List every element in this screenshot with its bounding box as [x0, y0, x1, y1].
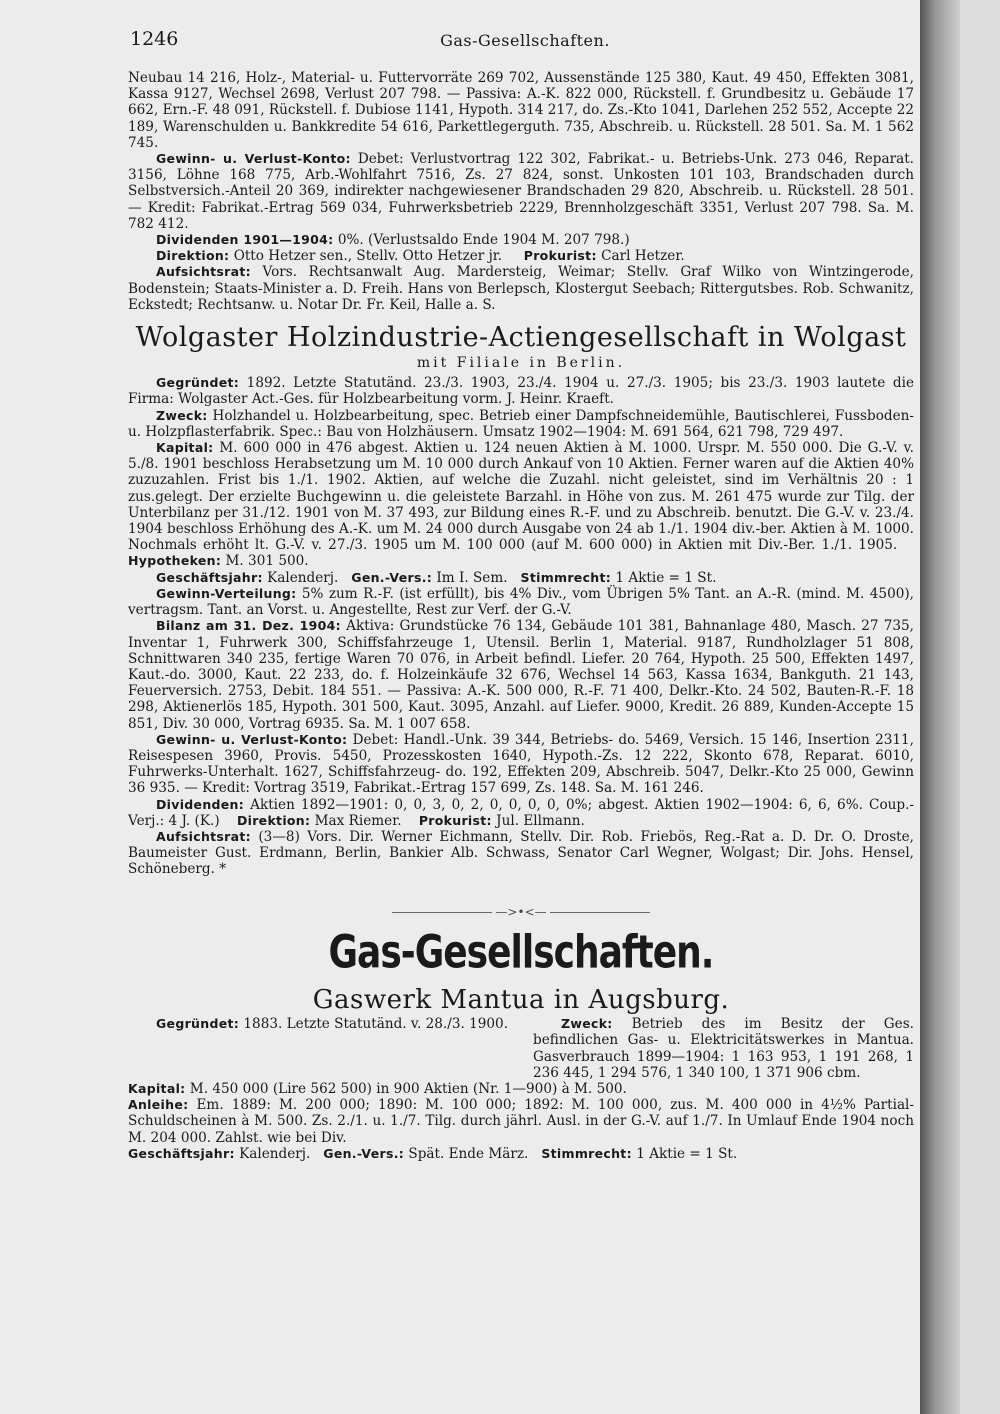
mantua-title: Gaswerk Mantua in Augsburg.	[312, 984, 730, 1015]
wolgast-gewinn-label: Gewinn- u. Verlust-Konto:	[156, 731, 348, 747]
wolgast-subtitle: mit Filiale in Berlin.	[416, 355, 626, 372]
section-ornament	[128, 904, 914, 920]
wolgast-kapital-text: M. 600 000 in 476 abgest. Aktien u. 124 neuen Aktien à M. 1000. Urspr. M. 550 000. Die G.-V. v. 5./8. 1901 beschloss Herabsetzung um M. 10 000 durch Ankauf von 10 Aktien. Ferner waren auf die Aktien 40% zuzuzahlen. Frist bis 1./1. 1902. Aktien, auf welche die Zuzahl. nicht geleistet, sind im Verhältnis 20 : 1 zus.gelegt. Der erzielte Buchgewinn u. die geleistete Barzahl. in Höhe von zus. M. 261 475 wurde zur Tilg. der Unterbilanz per 31./12. 1901 von M. 37 493, zur Bildung eines R.-F. und zu Abschreib. benutzt. Die G.-V. v. 23./4. 1904 beschloss Erhöhung des A.-K. um M. 24 000 durch Ausgabe von 24 ab 1./1. 1904 div.-ber. Aktien à M. 1000. Nochmals erhöht lt. G.-V. v. 27./3. 1905 um M. 100 000 (auf M. 600 000) in Aktien mit Div.-Ber. 1./1. 1905.	[128, 440, 914, 554]
wolgast-aufsichtsrat-text: (3—8) Vors. Dir. Werner Eichmann, Stellv. Dir. Rob. Friebös, Reg.-Rat a. D. Dr. O. Droste, Baumeister Gust. Erdmann, Berlin, Bankier Alb. Schwass, Senator Carl Wegner, Wolgast; Dir. Johs. Hensel, Schöneberg. *	[128, 828, 915, 878]
wolgast-direktion-label: Direktion:	[236, 812, 311, 828]
wolgast-geschaeftsjahr-text: Kalenderj.	[267, 569, 339, 586]
prev-direktion	[128, 248, 914, 264]
mantua-anleihe-text: Em. 1889: M. 200 000; 1890: M. 100 000; 1892: M. 100 000, zus. M. 400 000 in 4½% Partial-Schuldscheinen à M. 500. Zs. 2./1. u. 1./7. Tilg. durch jährl. Ausl. in der G.-V. auf 1./7. In Umlauf Ende 1904 noch M. 204 000. Zahlst. wie bei Div.	[128, 1097, 914, 1146]
wolgast-prokurist-label: Prokurist:	[418, 812, 492, 828]
wolgast-kapital	[128, 440, 914, 570]
wolgast-dividenden	[128, 797, 914, 829]
wolgast-gegruendet-text: 1892. Letzte Statutänd. 23./3. 1903, 23./4. 1904 u. 27./3. 1905; bis 23./3. 1903 lautete die Firma: Wolgaster Act.-Ges. für Holzbearbeitung vorm. J. Heinr. Kraeft.	[128, 375, 914, 408]
wolgast-kapital-label: Kapital:	[156, 440, 214, 456]
mantua-anleihe	[128, 1097, 914, 1146]
prev-aufsichtsrat	[128, 264, 914, 313]
wolgast-aufsichtsrat-label: Aufsichtsrat:	[156, 828, 251, 844]
prev-prokurist-label: Prokurist:	[523, 248, 597, 264]
mantua-left-column	[128, 1016, 509, 1081]
prev-prokurist-text: Carl Hetzer.	[601, 248, 685, 265]
wolgast-direktion-text: Max Riemer.	[314, 812, 402, 829]
wolgast-stimmrecht-label: Stimmrecht:	[520, 569, 612, 585]
wolgast-aufsichtsrat	[128, 829, 914, 878]
prev-gewinn-label: Gewinn- u. Verlust-Konto:	[156, 151, 351, 167]
mantua-gegruendet	[128, 1016, 509, 1032]
ornament-rule-left	[392, 912, 492, 913]
prev-balance-text: Neubau 14 216, Holz-, Material- u. Futtervorräte 269 702, Aussenstände 125 380, Kaut. 49 450, Effekten 3081, Kassa 9127, Wechsel 2698, Verlust 207 798. — Passiva: A.-K. 822 000, Rückstell. f. Grundbesitz u. Gebäude 17 662, Ern.-F. 48 091, Rückstell. f. Dubiose 1141, Hypoth. 314 217, do. Zs.-Kto 1041, Darlehen 252 552, Accepte 22 189, Warenschulden u. Bankkredite 54 616, Parkettlegerguth. 735, Abschreib. u. Rückstell. 28 501. Sa. M. 1 562 745.	[128, 70, 914, 151]
wolgast-stimmrecht-text: 1 Aktie = 1 St.	[615, 569, 717, 586]
wolgast-hypotheken-label: Hypotheken:	[128, 553, 222, 569]
page-number: 1246	[130, 28, 179, 50]
scan-edge-shadow	[920, 0, 960, 1414]
mantua-zweck	[533, 1016, 914, 1081]
prev-dividenden	[128, 232, 914, 248]
mantua-anleihe-label: Anleihe:	[128, 1097, 189, 1113]
wolgast-gewinn-text: Debet: Handl.-Unk. 39 344, Betriebs- do. 5469, Versich. 15 146, Insertion 2311, Reisespesen 3960, Provis. 5450, Prozesskosten 1640, Hypoth.-Zs. 12 222, Skonto 678, Reparat. 6010, Fuhrwerks-Unterhalt. 1627, Schiffsfahrzeug- do. 192, Effekten 209, Abschreib. 5047, Delkr.-Kto 25 000, Gewinn 36 935. — Kredit: Vortrag 3519, Fabrikat.-Ertrag 157 699, Zs. 148. Sa. M. 161 246.	[128, 731, 915, 797]
mantua-gegruendet-label: Gegründet:	[156, 1016, 240, 1032]
mantua-gegruendet-text: 1883. Letzte Statutänd. v. 28./3. 1900.	[243, 1016, 509, 1033]
wolgast-gegruendet	[128, 375, 914, 407]
mantua-kapital	[128, 1081, 914, 1097]
ornament-glyph: —>•<—	[495, 904, 547, 919]
wolgast-title: Wolgaster Holzindustrie-Actiengesellschaft in Wolgast	[135, 322, 907, 354]
ornament-rule-right	[550, 912, 650, 913]
wolgast-dividenden-label: Dividenden:	[156, 796, 245, 812]
mantua-geschaeftsjahr	[128, 1146, 914, 1162]
wolgast-dividenden-text: Aktien 1892—1901: 0, 0, 3, 0, 2, 0, 0, 0, 0, 0%; abgest. Aktien 1902—1904: 6, 6, 6%. Coup.-Verj.: 4 J. (K.)	[128, 796, 914, 829]
wolgast-gegruendet-label: Gegründet:	[156, 375, 240, 391]
wolgast-gewinnverteilung-text: 5% zum R.-F. (ist erfüllt), bis 4% Div., vom Übrigen 5% Tant. an A.-R. (mind. M. 4500), vertragsm. Tant. an Vorst. u. Angestellte, Rest zur Verf. der G.-V.	[128, 585, 914, 619]
mantua-zweck-label: Zweck:	[561, 1016, 613, 1032]
prev-dividenden-text: 0%. (Verlustsaldo Ende 1904 M. 207 798.)	[337, 232, 630, 249]
mantua-zweck-text: Betrieb des im Besitz der Ges. befindlichen Gas- u. Elektricitätswerkes in Mantua. Gasverbrauch 1899—1904: 1 163 953, 1 191 268, 1 236 445, 1 294 576, 1 340 100, 1 371 906 cbm.	[533, 1016, 914, 1081]
running-head: Gas-Gesellschaften.	[440, 31, 610, 50]
mantua-genvers-label: Gen.-Vers.:	[323, 1145, 405, 1161]
wolgast-bilanz-text: Aktiva: Grundstücke 76 134, Gebäude 101 381, Bahnanlage 480, Masch. 27 735, Inventar 1, Fuhrwerk 300, Schiffsfahrzeuge 1, Utensil. Berlin 1, Material. 9187, Rundholzlager 51 808, Schnittwaren 340 235, fertige Waren 70 076, in Arbeit befindl. Liefer. 20 764, Hypoth. 25 500, Effekten 1497, Kaut.-do. 3000, Kaut. 22 233, do. f. Holzeinkäufe 32 676, Wechsel 14 563, Kassa 1634, Bankguth. 21 143, Feuerversich. 2753, Debit. 184 551. — Passiva: A.-K. 500 000, R.-F. 71 400, Delkr.-Kto. 24 502, Bauten-R.-F. 18 298, Aktienerlös 185, Hypoth. 301 500, Kaut. 3095, Anzahl. auf Liefer. 9000, Kredit. 26 889, Kunden-Accepte 15 851, Div. 30 000, Vortrag 6935. Sa. M. 1 007 658.	[128, 618, 915, 732]
wolgast-hypotheken-text: M. 301 500.	[225, 553, 309, 570]
page-content	[128, 70, 914, 1162]
wolgast-geschaeftsjahr	[128, 570, 914, 586]
wolgast-geschaeftsjahr-label: Geschäftsjahr:	[156, 569, 263, 585]
wolgast-prokurist-text: Jul. Ellmann.	[496, 812, 585, 829]
wolgast-bilanz	[128, 618, 914, 731]
wolgast-gewinnverteilung-label: Gewinn-Verteilung:	[156, 585, 297, 601]
wolgast-gewinn-konto	[128, 732, 914, 797]
wolgast-bilanz-label: Bilanz am 31. Dez. 1904:	[156, 618, 341, 634]
prev-gewinn-konto	[128, 151, 914, 232]
mantua-stimmrecht-label: Stimmrecht:	[541, 1145, 632, 1161]
mantua-geschaeftsjahr-text: Kalenderj.	[239, 1145, 311, 1162]
mantua-stimmrecht-text: 1 Aktie = 1 St.	[636, 1145, 738, 1162]
prev-aufsichtsrat-text: Vors. Rechtsanwalt Aug. Mardersteig, Weimar; Stellv. Graf Wilko von Wintzingerode, Bodenstein; Staats-Minister a. D. Freih. Hans von Berlepsch, Klostergut Seebach; Rittergutsbes. Rob. Schwanitz, Eckstedt; Rechtsanw. u. Notar Dr. Fr. Keil, Halle a. S.	[128, 264, 914, 313]
wolgast-zweck-label: Zweck:	[156, 407, 208, 423]
prev-aufsichtsrat-label: Aufsichtsrat:	[156, 264, 251, 280]
mantua-kapital-label: Kapital:	[128, 1080, 186, 1096]
mantua-top-columns	[128, 1016, 914, 1081]
wolgast-zweck	[128, 408, 914, 440]
mantua-genvers-text: Spät. Ende März.	[408, 1145, 529, 1162]
wolgast-zweck-text: Holzhandel u. Holzbearbeitung, spec. Betrieb einer Dampfschneidemühle, Bautischlerei, Fussboden- u. Holzpflasterfabrik. Spec.: Bau von Holzhäusern. Umsatz 1902—1904: M. 691 564, 621 798, 729 497.	[128, 407, 914, 440]
prev-dividenden-label: Dividenden 1901—1904:	[156, 232, 334, 248]
mantua-geschaeftsjahr-label: Geschäftsjahr:	[128, 1145, 235, 1161]
page-header	[130, 28, 920, 58]
prev-direktion-label: Direktion:	[156, 248, 230, 264]
prev-gewinn-text: Debet: Verlustvortrag 122 302, Fabrikat.- u. Betriebs-Unk. 273 046, Reparat. 3156, Löhne 168 775, Arb.-Wohlfahrt 7516, Zs. 27 824, sonst. Unkosten 101 103, Brandschaden durch Selbstversich.-Anteil 20 369, indirekter nachgewiesener Brandschaden 29 820, Abschreib. u. Rückstell. 28 501. — Kredit: Fabrikat.-Ertrag 569 034, Fuhrwerksbetrieb 2229, Brennholzgeschäft 3351, Verlust 207 798. Sa. M. 782 412.	[128, 151, 914, 232]
prev-direktion-text: Otto Hetzer sen., Stellv. Otto Hetzer jr.	[233, 248, 503, 265]
mantua-kapital-text: M. 450 000 (Lire 562 500) in 900 Aktien (Nr. 1—900) à M. 500.	[189, 1080, 627, 1097]
wolgast-genvers-label: Gen.-Vers.:	[351, 569, 433, 585]
mantua-right-column	[533, 1016, 914, 1081]
wolgast-gewinnverteilung	[128, 586, 914, 618]
wolgast-genvers-text: Im I. Sem.	[436, 569, 508, 586]
section-title: Gas-Gesellschaften.	[328, 927, 714, 979]
